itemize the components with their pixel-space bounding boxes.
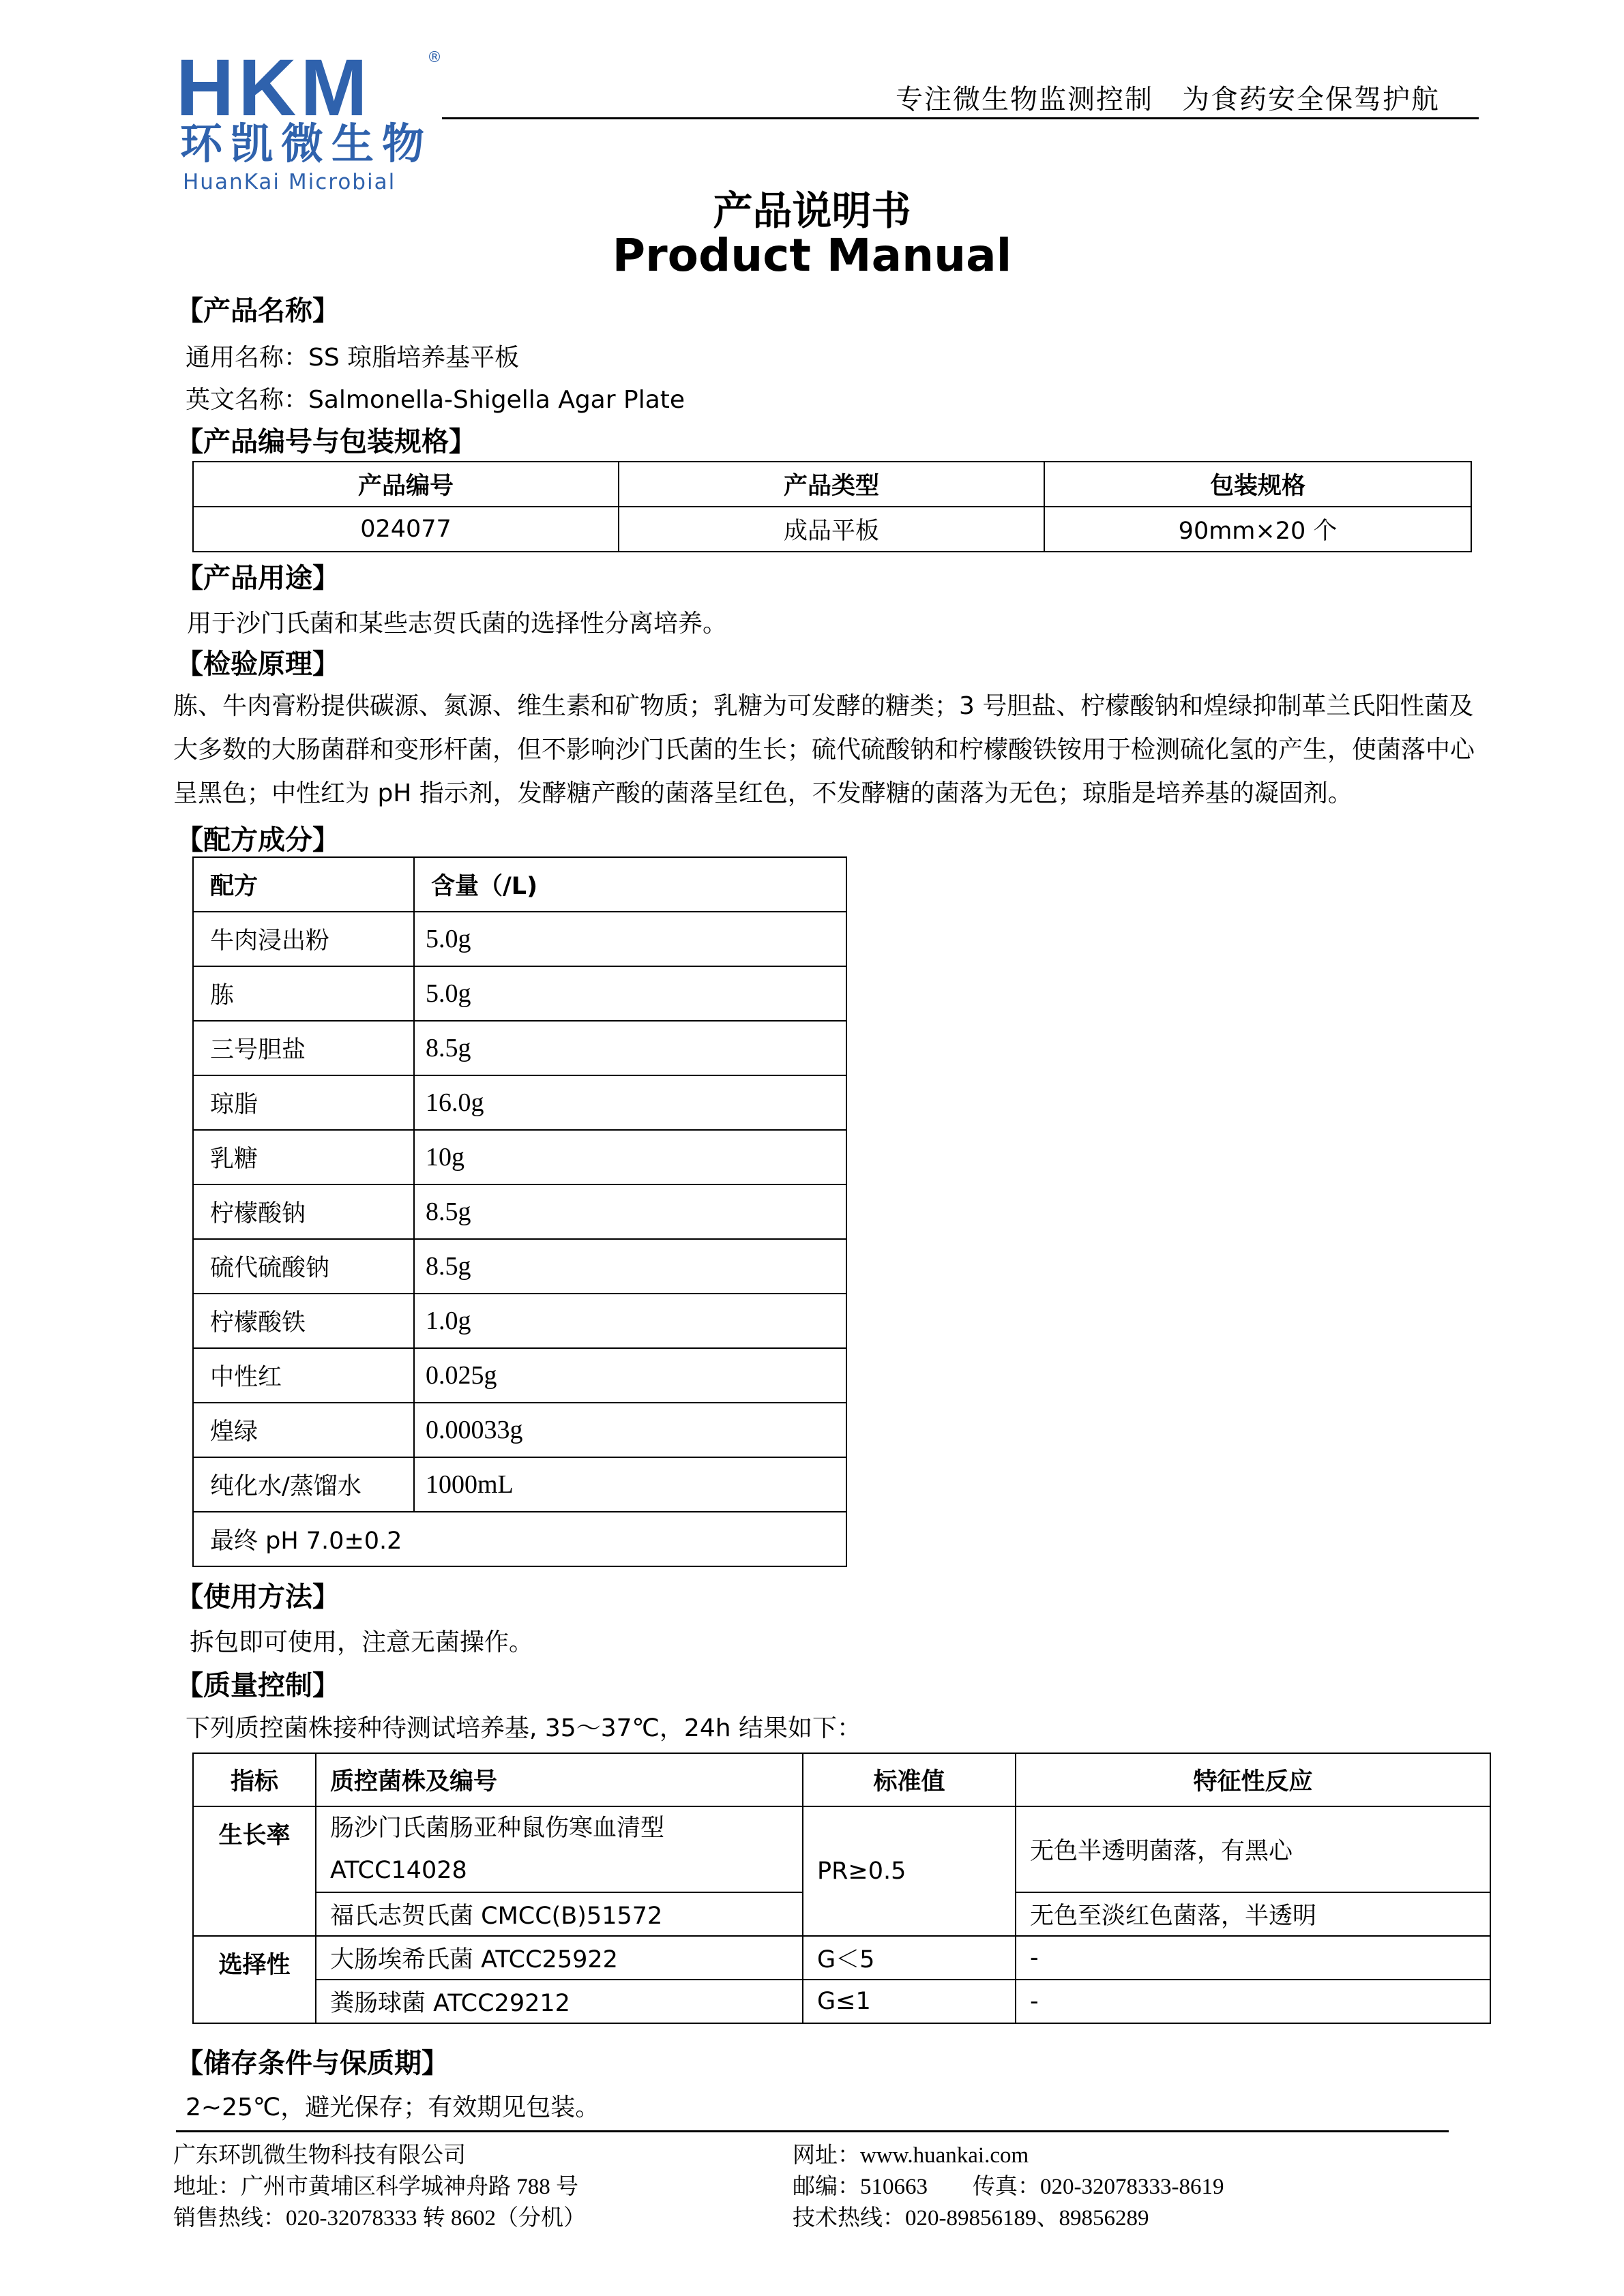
ingredient: 柠檬酸铁 xyxy=(193,1294,414,1348)
table-row xyxy=(193,1512,846,1566)
principle-line: 呈黑色；中性红为 pH 指示剂，发酵糖产酸的菌落呈红色，不发酵糖的菌落为无色；琼脂是培养基的凝固剂。 xyxy=(173,779,1353,807)
logo-english-name: HuanKai Microbial xyxy=(183,170,396,194)
footer-divider xyxy=(176,2130,1449,2132)
ingredient: 胨 xyxy=(193,966,414,1021)
english-name: 英文名称：Salmonella-Shigella Agar Plate xyxy=(186,386,685,414)
table-row xyxy=(193,1806,1490,1892)
table-header-row xyxy=(193,857,846,912)
product-code: 024077 xyxy=(193,507,619,552)
column-header: 指标 xyxy=(193,1753,316,1806)
table-row xyxy=(193,1239,846,1294)
strain-name: 粪肠球菌 ATCC29212 xyxy=(316,1980,803,2023)
qc-intro: 下列质控菌株接种待测试培养基, 35～37℃，24h 结果如下： xyxy=(186,1714,862,1742)
common-name: 通用名称：SS 琼脂培养基平板 xyxy=(186,344,520,372)
table-row xyxy=(193,1348,846,1403)
footer-tech-hotline: 技术热线：020-89856189、89856289 xyxy=(793,2206,1149,2231)
amount: 5.0g xyxy=(414,966,846,1021)
title-english: Product Manual xyxy=(612,229,1012,282)
section-heading-formula: 【配方成分】 xyxy=(176,824,340,856)
footer-postcode-fax: 邮编：510663 传真：020-32078333-8619 xyxy=(793,2175,1224,2199)
ingredient: 柠檬酸钠 xyxy=(193,1184,414,1239)
ingredient: 三号胆盐 xyxy=(193,1021,414,1075)
amount: 5.0g xyxy=(414,912,846,966)
reaction: - xyxy=(1016,1980,1490,2023)
strain-code: ATCC14028 xyxy=(330,1857,467,1884)
standard-value: G＜5 xyxy=(803,1936,1016,1980)
principle-text xyxy=(173,685,1496,816)
table-header-row xyxy=(193,462,1471,507)
principle-line: 胨、牛肉膏粉提供碳源、氮源、维生素和矿物质；乳糖为可发酵的糖类；3 号胆盐、柠檬酸钠和煌绿抑制革兰氏阳性菌及 xyxy=(173,692,1474,720)
section-heading-qc: 【质量控制】 xyxy=(176,1670,340,1701)
ingredient: 煌绿 xyxy=(193,1403,414,1457)
table-row xyxy=(193,507,1471,552)
table-row xyxy=(193,1936,1490,1980)
reaction: 无色至淡红色菌落，半透明 xyxy=(1016,1892,1490,1936)
table-row xyxy=(193,1075,846,1130)
table-row xyxy=(193,1294,846,1348)
column-header: 标准值 xyxy=(803,1753,1016,1806)
section-heading-packaging: 【产品编号与包装规格】 xyxy=(176,426,476,458)
indicator-growth: 生长率 xyxy=(193,1806,316,1936)
strain-cell xyxy=(316,1806,803,1892)
table-row xyxy=(193,1184,846,1239)
amount: 1000mL xyxy=(414,1457,846,1512)
final-ph: 最终 pH 7.0±0.2 xyxy=(193,1512,846,1566)
qc-table xyxy=(192,1753,1491,2024)
ingredient: 琼脂 xyxy=(193,1075,414,1130)
principle-line: 大多数的大肠菌群和变形杆菌，但不影响沙门氏菌的生长；硫代硫酸钠和柠檬酸铁铵用于检测硫化氢的产生，使菌落中心 xyxy=(173,736,1475,764)
amount: 8.5g xyxy=(414,1184,846,1239)
amount: 8.5g xyxy=(414,1021,846,1075)
ingredient: 牛肉浸出粉 xyxy=(193,912,414,966)
column-header: 产品编号 xyxy=(193,462,619,507)
package-spec: 90mm×20 个 xyxy=(1044,507,1471,552)
header-divider xyxy=(442,117,1479,119)
section-heading-usage: 【产品用途】 xyxy=(176,563,340,594)
usage-text: 用于沙门氏菌和某些志贺氏菌的选择性分离培养。 xyxy=(187,610,728,638)
table-row xyxy=(193,912,846,966)
storage-text: 2~25℃，避光保存；有效期见包装。 xyxy=(186,2093,600,2121)
strain-name: 福氏志贺氏菌 CMCC(B)51572 xyxy=(316,1892,803,1936)
table-row xyxy=(193,966,846,1021)
logo-mark: HKM xyxy=(176,43,372,133)
ingredient: 纯化水/蒸馏水 xyxy=(193,1457,414,1512)
amount: 1.0g xyxy=(414,1294,846,1348)
footer-address: 地址：广州市黄埔区科学城神舟路 788 号 xyxy=(173,2175,578,2199)
formula-table xyxy=(192,856,847,1567)
table-row xyxy=(193,1021,846,1075)
reaction: 无色半透明菌落，有黑心 xyxy=(1016,1806,1490,1892)
column-header: 特征性反应 xyxy=(1016,1753,1490,1806)
packaging-table xyxy=(192,461,1472,552)
section-heading-product-name: 【产品名称】 xyxy=(176,295,340,327)
method-text: 拆包即可使用，注意无菌操作。 xyxy=(190,1628,534,1656)
table-row xyxy=(193,1980,1490,2023)
ingredient: 中性红 xyxy=(193,1348,414,1403)
company-logo xyxy=(176,43,449,194)
table-row xyxy=(193,1457,846,1512)
table-row xyxy=(193,1130,846,1184)
registered-mark: ® xyxy=(427,49,442,66)
standard-value: G≤1 xyxy=(803,1980,1016,2023)
table-row xyxy=(193,1403,846,1457)
column-header: 配方 xyxy=(193,857,414,912)
column-header: 含量（/L) xyxy=(414,857,846,912)
slogan: 专注微生物监测控制 为食药安全保驾护航 xyxy=(896,84,1440,115)
column-header: 包装规格 xyxy=(1044,462,1471,507)
strain-name: 大肠埃希氏菌 ATCC25922 xyxy=(316,1936,803,1980)
section-heading-storage: 【储存条件与保质期】 xyxy=(176,2048,449,2079)
footer-website: 网址：www.huankai.com xyxy=(793,2143,1029,2168)
standard-value: PR≥0.5 xyxy=(803,1806,1016,1936)
footer-company: 广东环凯微生物科技有限公司 xyxy=(173,2143,466,2168)
strain-name: 肠沙门氏菌肠亚种鼠伤寒血清型 xyxy=(330,1815,665,1842)
column-header: 产品类型 xyxy=(619,462,1044,507)
amount: 0.025g xyxy=(414,1348,846,1403)
amount: 10g xyxy=(414,1130,846,1184)
amount: 0.00033g xyxy=(414,1403,846,1457)
amount: 16.0g xyxy=(414,1075,846,1130)
amount: 8.5g xyxy=(414,1239,846,1294)
indicator-selectivity: 选择性 xyxy=(193,1936,316,2023)
reaction: - xyxy=(1016,1936,1490,1980)
footer-sales-hotline: 销售热线：020-32078333 转 8602（分机） xyxy=(173,2206,586,2231)
column-header: 质控菌株及编号 xyxy=(316,1753,803,1806)
ingredient: 乳糖 xyxy=(193,1130,414,1184)
product-type: 成品平板 xyxy=(619,507,1044,552)
section-heading-principle: 【检验原理】 xyxy=(176,648,340,680)
title-chinese: 产品说明书 xyxy=(713,188,911,234)
section-heading-method: 【使用方法】 xyxy=(176,1581,340,1613)
table-header-row xyxy=(193,1753,1490,1806)
logo-chinese-name: 环凯微生物 xyxy=(180,119,433,168)
ingredient: 硫代硫酸钠 xyxy=(193,1239,414,1294)
